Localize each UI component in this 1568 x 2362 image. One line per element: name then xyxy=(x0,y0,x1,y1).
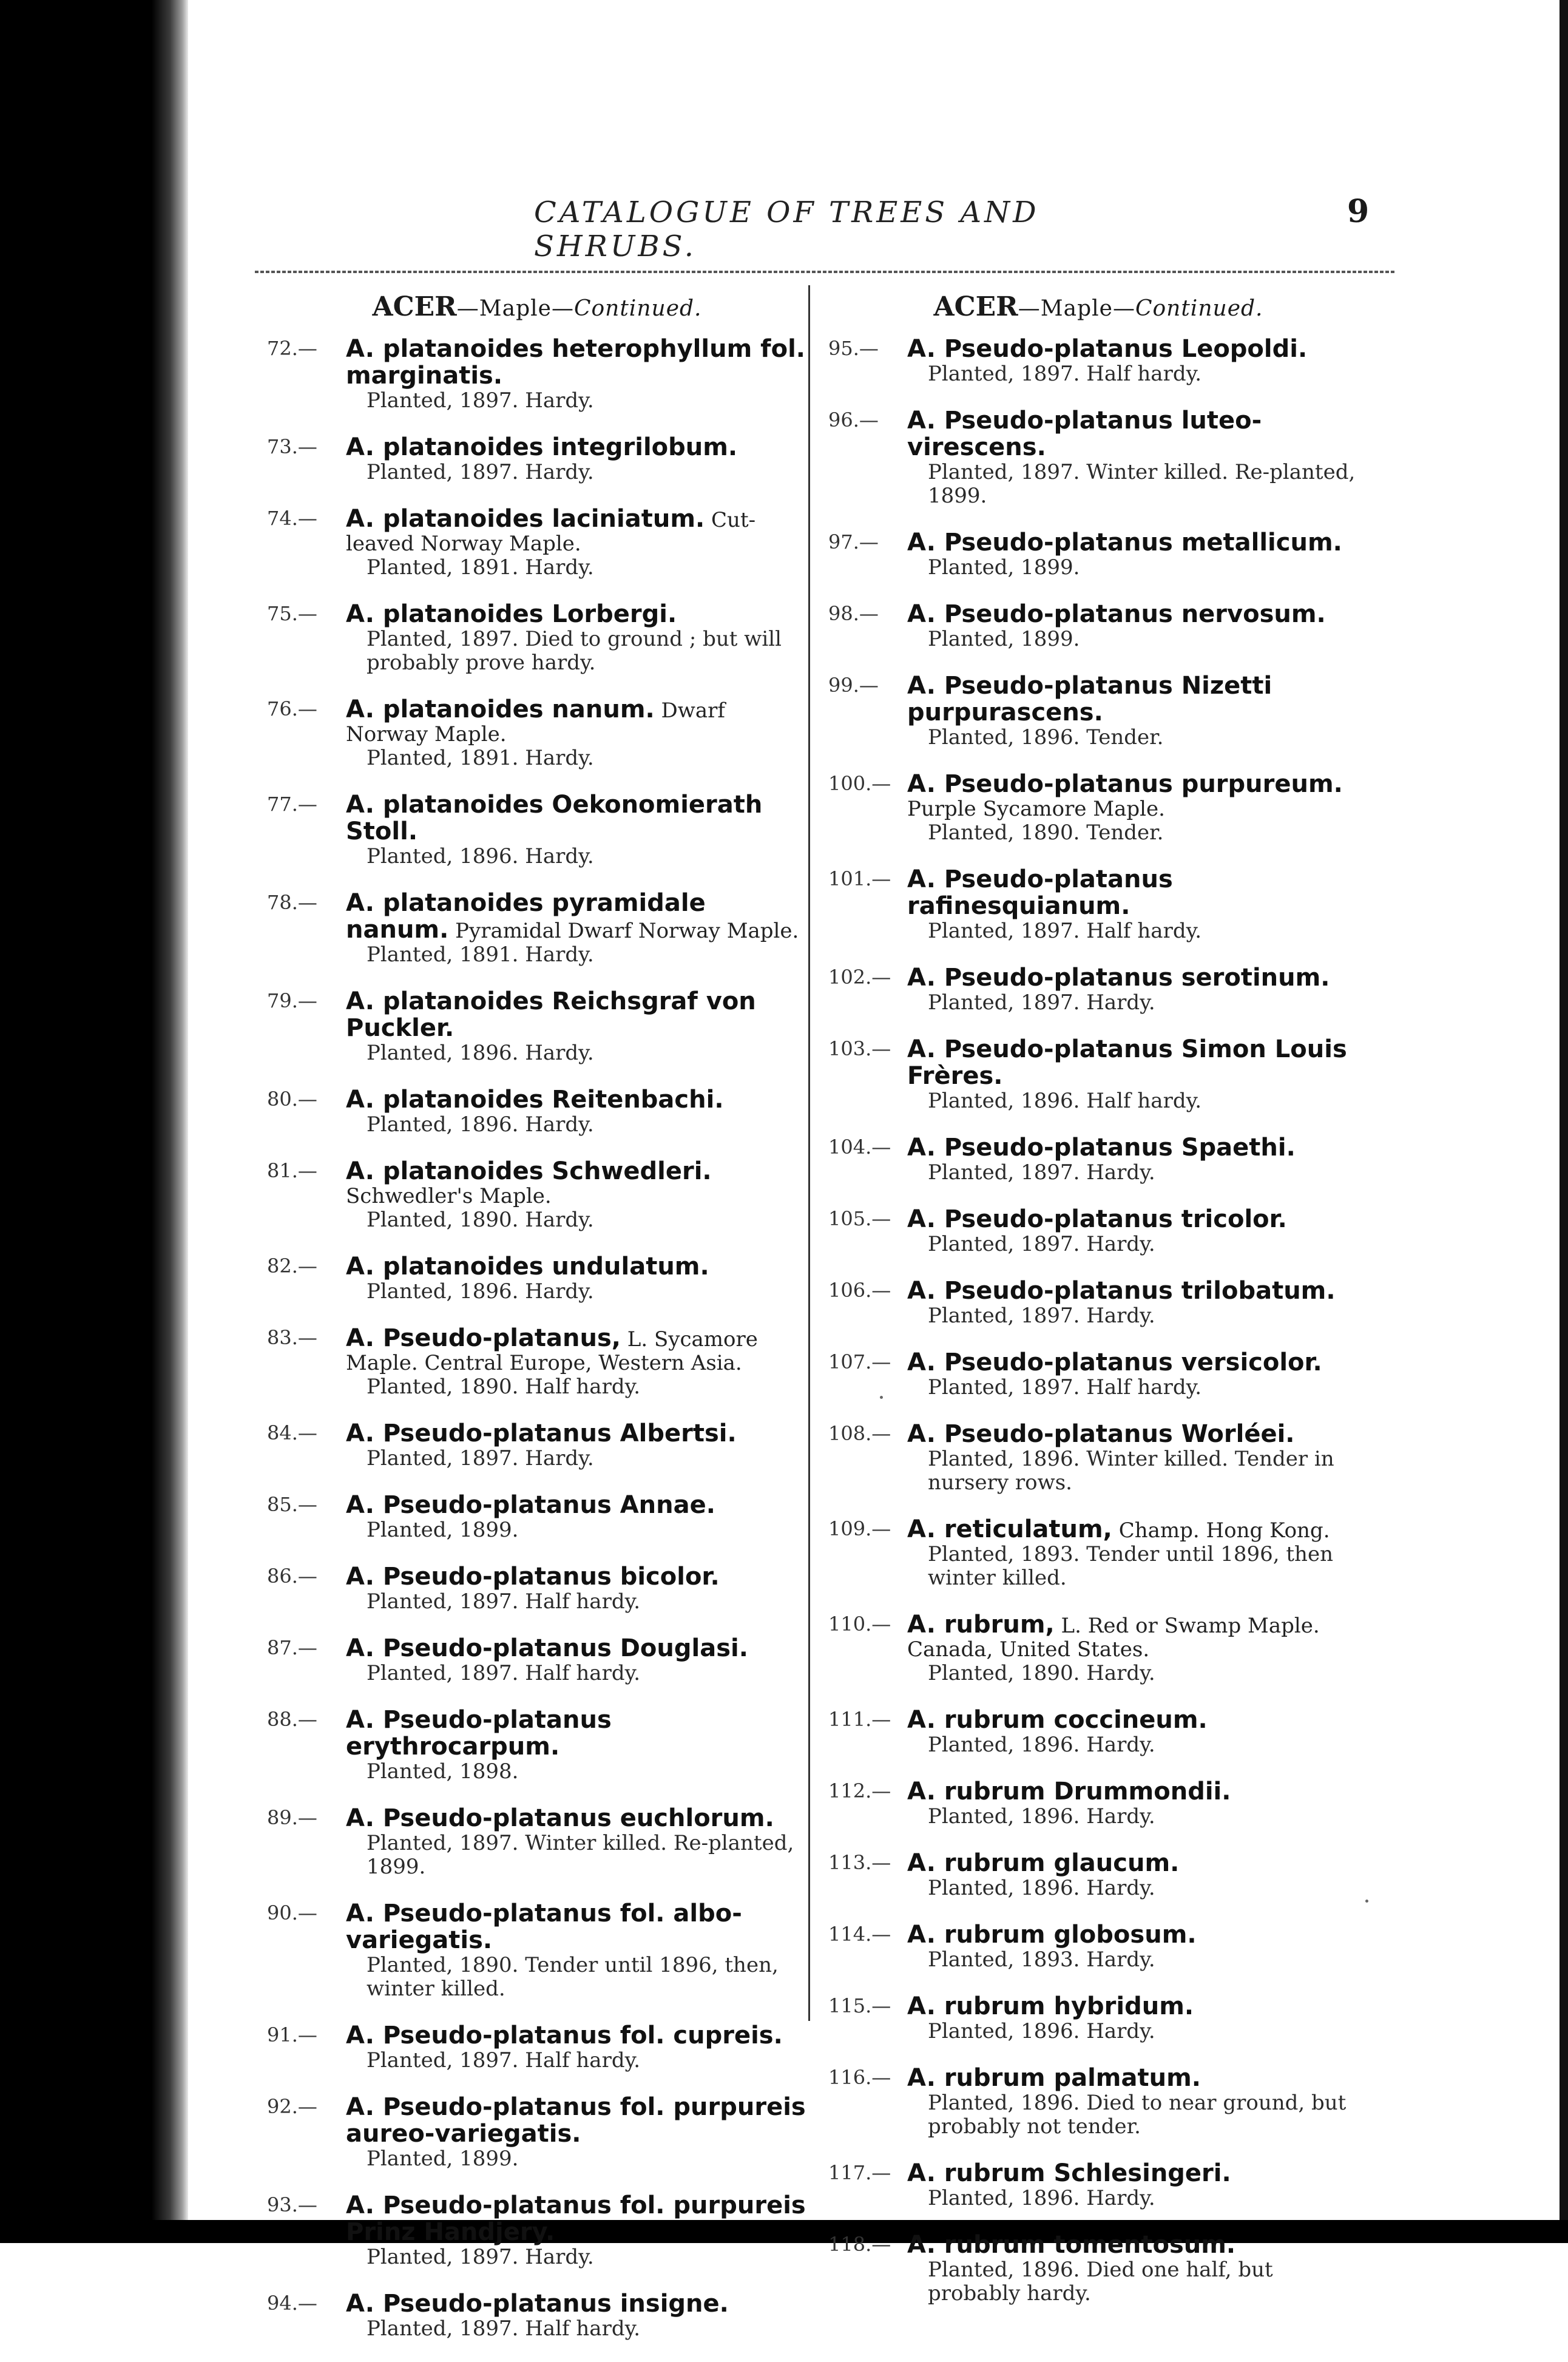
entry-heading xyxy=(346,1563,807,1590)
entry-number: 88.— xyxy=(267,1708,317,1731)
species-name: A. Pseudo-platanus fol. purpureis aureo-variegatis. xyxy=(346,2093,806,2148)
species-name: A. Pseudo-platanus tricolor. xyxy=(907,1205,1287,1233)
species-name: A. Pseudo-platanus Worléei. xyxy=(907,1420,1295,1448)
entry-heading xyxy=(346,434,807,461)
catalogue-entry xyxy=(267,336,807,413)
species-name: A. rubrum glaucum. xyxy=(907,1849,1180,1877)
planting-note: Planted, 1899. xyxy=(367,1518,519,1542)
planting-note: Planted, 1896. Hardy. xyxy=(367,1041,594,1065)
genus-name: ACER xyxy=(372,291,457,322)
planting-note: Planted, 1897. Winter killed. Re-planted, 1899. xyxy=(928,460,1356,508)
planting-note: Planted, 1899. xyxy=(367,2147,519,2171)
planting-note: Planted, 1897. Half hardy. xyxy=(367,2316,641,2341)
species-name: A. Pseudo-platanus Albertsi. xyxy=(346,1420,737,1447)
catalogue-entry xyxy=(267,1563,807,1614)
catalogue-entry xyxy=(828,1993,1368,2043)
species-name: A. platanoides Schwedleri. xyxy=(346,1157,712,1185)
planting-note: Planted, 1896. Hardy. xyxy=(928,2186,1155,2210)
running-title: CATALOGUE OF TREES AND SHRUBS. xyxy=(534,195,1039,263)
species-name: A. platanoides laciniatum. xyxy=(346,505,705,533)
catalogue-entry xyxy=(267,434,807,484)
entry-number: 98.— xyxy=(828,602,879,625)
entry-number: 79.— xyxy=(267,989,317,1012)
species-name: A. Pseudo-platanus insigne. xyxy=(346,2290,729,2318)
entry-heading xyxy=(346,1420,807,1447)
entry-number: 81.— xyxy=(267,1159,317,1182)
species-name: A. Pseudo-platanus nervosum. xyxy=(907,600,1326,628)
planting-note: Planted, 1896. Died one half, but probably hardy. xyxy=(928,2258,1273,2306)
entry-number: 99.— xyxy=(828,674,879,697)
catalogue-entry xyxy=(828,529,1368,580)
species-name: A. rubrum hybridum. xyxy=(907,1992,1194,2020)
planting-note: Planted, 1898. xyxy=(367,1759,519,1784)
species-name: A. reticulatum, xyxy=(907,1515,1112,1543)
entry-heading xyxy=(346,1086,807,1113)
species-name: A. rubrum palmatum. xyxy=(907,2064,1201,2092)
entry-number: 73.— xyxy=(267,435,317,458)
entry-heading xyxy=(907,2160,1368,2187)
species-name: A. Pseudo-platanus Leopoldi. xyxy=(907,335,1308,363)
species-name: A. platanoides integrilobum. xyxy=(346,433,738,461)
species-name: A. Pseudo-platanus serotinum. xyxy=(907,964,1330,992)
catalogue-entry xyxy=(267,1707,807,1784)
entry-heading xyxy=(346,336,807,389)
catalogue-entry xyxy=(267,1086,807,1137)
species-name: A. Pseudo-platanus luteo-virescens. xyxy=(907,407,1262,461)
entry-number: 94.— xyxy=(267,2292,317,2315)
species-name: A. platanoides heterophyllum fol. marginatis. xyxy=(346,335,805,390)
species-name: A. Pseudo-platanus Douglasi. xyxy=(346,1634,748,1662)
catalogue-entry xyxy=(267,1253,807,1304)
catalogue-entry xyxy=(828,672,1368,750)
species-name: A. Pseudo-platanus metallicum. xyxy=(907,529,1342,557)
entry-heading xyxy=(907,1134,1368,1161)
entry-number: 111.— xyxy=(828,1708,891,1731)
entry-number: 74.— xyxy=(267,507,317,530)
catalogue-entry xyxy=(267,1492,807,1542)
species-name: A. rubrum tomentosum. xyxy=(907,2231,1236,2259)
entry-heading xyxy=(907,2232,1368,2258)
entry-heading xyxy=(346,506,807,556)
entry-heading xyxy=(907,1993,1368,2020)
entry-number: 100.— xyxy=(828,772,891,795)
species-name: A. platanoides nanum. xyxy=(346,695,655,723)
right-column xyxy=(828,291,1368,2327)
planting-note: Planted, 1891. Hardy. xyxy=(367,555,594,580)
entry-number: 103.— xyxy=(828,1037,891,1060)
entry-number: 102.— xyxy=(828,966,891,989)
planting-note: Planted, 1897. Half hardy. xyxy=(928,362,1202,386)
entry-heading xyxy=(907,1611,1368,1662)
header-rule xyxy=(255,271,1396,273)
catalogue-entry xyxy=(828,2065,1368,2139)
species-name: A. platanoides Reitenbachi. xyxy=(346,1086,724,1114)
ink-speck xyxy=(1365,1900,1368,1903)
entry-heading xyxy=(346,1805,807,1832)
species-name: A. Pseudo-platanus bicolor. xyxy=(346,1563,720,1591)
planting-note: Planted, 1890. Half hardy. xyxy=(367,1375,641,1399)
planting-note: Planted, 1897. Half hardy. xyxy=(928,1375,1202,1399)
catalogue-entry xyxy=(828,2232,1368,2306)
entry-number: 92.— xyxy=(267,2095,317,2118)
entry-heading xyxy=(907,1921,1368,1948)
entry-heading xyxy=(907,1707,1368,1733)
species-description: Pyramidal Dwarf Norway Maple. xyxy=(455,919,799,943)
entry-number: 82.— xyxy=(267,1254,317,1277)
species-name: A. platanoides Reichsgraf von Puckler. xyxy=(346,987,756,1042)
catalogue-entry xyxy=(267,791,807,868)
catalogue-entry xyxy=(828,1036,1368,1113)
entry-heading xyxy=(907,336,1368,362)
catalogue-entry xyxy=(828,1349,1368,1399)
planting-note: Planted, 1897. Hardy. xyxy=(367,2245,594,2269)
planting-note: Planted, 1890. Tender. xyxy=(928,821,1164,845)
planting-note: Planted, 1897. Winter killed. Re-planted, 1899. xyxy=(367,1831,794,1879)
planting-note: Planted, 1897. Hardy. xyxy=(367,1446,594,1470)
entry-number: 76.— xyxy=(267,697,317,720)
entry-heading xyxy=(346,1635,807,1662)
planting-note: Planted, 1897. Hardy. xyxy=(928,1232,1155,1256)
entry-heading xyxy=(346,2290,807,2317)
species-name: A. Pseudo-platanus Simon Louis Frères. xyxy=(907,1035,1347,1090)
column-heading xyxy=(828,291,1368,322)
planting-note: Planted, 1896. Hardy. xyxy=(367,1279,594,1304)
entry-heading xyxy=(346,890,807,943)
catalogue-entry xyxy=(828,1707,1368,1757)
entry-number: 91.— xyxy=(267,2023,317,2046)
entry-number: 95.— xyxy=(828,337,879,360)
entry-number: 105.— xyxy=(828,1207,891,1230)
planting-note: Planted, 1896. Hardy. xyxy=(928,1804,1155,1829)
catalogue-entry xyxy=(828,336,1368,386)
ink-speck xyxy=(880,1396,883,1399)
entry-number: 84.— xyxy=(267,1421,317,1444)
scan-border-left xyxy=(0,0,188,2243)
entry-number: 107.— xyxy=(828,1350,891,1373)
planting-note: Planted, 1897. Hardy. xyxy=(928,1160,1155,1185)
entry-heading xyxy=(346,696,807,746)
planting-note: Planted, 1896. Died to near ground, but probably not tender. xyxy=(928,2091,1347,2139)
entry-heading xyxy=(346,1253,807,1280)
catalogue-entry xyxy=(267,1635,807,1685)
entry-heading xyxy=(346,2094,807,2147)
species-name: A. Pseudo-platanus Spaethi. xyxy=(907,1134,1296,1162)
page-number: 9 xyxy=(1347,193,1370,230)
species-name: A. Pseudo-platanus fol. purpureis Prinz Handjery. xyxy=(346,2191,806,2246)
species-name: A. Pseudo-platanus fol. cupreis. xyxy=(346,2022,783,2049)
planting-note: Planted, 1897. Hardy. xyxy=(367,388,594,413)
scan-border-right xyxy=(1560,0,1568,2243)
catalogue-entry xyxy=(828,1421,1368,1495)
species-name: A. Pseudo-platanus erythrocarpum. xyxy=(346,1706,612,1761)
species-description: L. Sycamore Maple. Central Europe, Western Asia. xyxy=(346,1327,758,1375)
catalogue-entry xyxy=(828,866,1368,943)
entry-heading xyxy=(907,1036,1368,1089)
species-name: A. platanoides pyramidale nanum. xyxy=(346,889,706,944)
planting-note: Planted, 1896. Hardy. xyxy=(367,844,594,868)
genus-name: ACER xyxy=(933,291,1018,322)
species-name: A. platanoides Oekonomierath Stoll. xyxy=(346,791,763,845)
entry-number: 116.— xyxy=(828,2066,891,2089)
catalogue-entry xyxy=(267,2022,807,2073)
species-description: L. Red or Swamp Maple. Canada, United States. xyxy=(907,1614,1320,1662)
entry-heading xyxy=(907,866,1368,919)
catalogue-entry xyxy=(267,988,807,1065)
entry-heading xyxy=(907,1277,1368,1304)
planting-note: Planted, 1897. Half hardy. xyxy=(928,919,1202,943)
entry-number: 96.— xyxy=(828,408,879,431)
catalogue-entry xyxy=(267,1158,807,1232)
catalogue-entry xyxy=(267,601,807,675)
entry-number: 104.— xyxy=(828,1135,891,1159)
entry-heading xyxy=(907,407,1368,461)
entry-number: 109.— xyxy=(828,1517,891,1540)
entry-number: 87.— xyxy=(267,1636,317,1659)
entry-heading xyxy=(346,2022,807,2049)
entry-heading xyxy=(346,791,807,845)
planting-note: Planted, 1896. Hardy. xyxy=(367,1112,594,1137)
entry-heading xyxy=(907,601,1368,628)
planting-note: Planted, 1897. Hardy. xyxy=(928,1304,1155,1328)
catalogue-entry xyxy=(267,2094,807,2171)
catalogue-entry xyxy=(828,1921,1368,1972)
entry-number: 83.— xyxy=(267,1326,317,1349)
species-description: Schwedler's Maple. xyxy=(346,1184,552,1208)
entry-number: 110.— xyxy=(828,1612,891,1636)
catalogue-entry xyxy=(828,1611,1368,1685)
planting-note: Planted, 1896. Half hardy. xyxy=(928,1089,1202,1113)
catalogue-entry xyxy=(828,1277,1368,1328)
planting-note: Planted, 1896. Winter killed. Tender in nursery rows. xyxy=(928,1447,1334,1495)
entry-number: 101.— xyxy=(828,867,891,890)
planting-note: Planted, 1897. Hardy. xyxy=(367,460,594,484)
species-name: A. rubrum, xyxy=(907,1611,1055,1639)
entry-number: 114.— xyxy=(828,1923,891,1946)
species-description: Cut-leaved Norway Maple. xyxy=(346,508,756,556)
entry-heading xyxy=(346,988,807,1041)
species-description: Dwarf Norway Maple. xyxy=(346,699,726,746)
entry-heading xyxy=(346,1325,807,1375)
entry-heading xyxy=(907,1516,1368,1543)
species-name: A. Pseudo-platanus fol. albo-variegatis. xyxy=(346,1900,742,1954)
catalogue-entry xyxy=(828,407,1368,508)
entry-number: 118.— xyxy=(828,2233,891,2256)
species-name: A. rubrum Schlesingeri. xyxy=(907,2159,1231,2187)
column-divider xyxy=(808,285,810,2021)
entry-number: 77.— xyxy=(267,793,317,816)
planting-note: Planted, 1890. Hardy. xyxy=(367,1208,594,1232)
entry-number: 93.— xyxy=(267,2193,317,2216)
catalogue-entry xyxy=(267,2290,807,2341)
entry-number: 113.— xyxy=(828,1851,891,1874)
entry-number: 78.— xyxy=(267,891,317,914)
entry-number: 117.— xyxy=(828,2161,891,2184)
species-description: Purple Sycamore Maple. xyxy=(907,797,1165,821)
entry-heading xyxy=(346,2192,807,2245)
planting-note: Planted, 1891. Hardy. xyxy=(367,942,594,967)
planting-note: Planted, 1899. xyxy=(928,627,1080,651)
entry-heading xyxy=(907,1206,1368,1233)
entry-heading xyxy=(907,1778,1368,1805)
entry-heading xyxy=(346,1492,807,1518)
catalogue-entry xyxy=(828,771,1368,845)
entry-heading xyxy=(907,2065,1368,2091)
entry-number: 75.— xyxy=(267,602,317,625)
catalogue-entry xyxy=(267,506,807,580)
entry-heading xyxy=(346,1158,807,1208)
species-name: A. platanoides undulatum. xyxy=(346,1253,709,1281)
planting-note: Planted, 1897. Half hardy. xyxy=(367,2048,641,2073)
continued-label: Continued. xyxy=(573,296,702,321)
planting-note: Planted, 1891. Hardy. xyxy=(367,746,594,770)
entry-heading xyxy=(907,529,1368,556)
entry-number: 90.— xyxy=(267,1901,317,1924)
planting-note: Planted, 1893. Hardy. xyxy=(928,1947,1155,1972)
species-name: A. Pseudo-platanus purpureum. xyxy=(907,770,1343,798)
planting-note: Planted, 1890. Hardy. xyxy=(928,1661,1155,1685)
entry-heading xyxy=(907,1349,1368,1376)
catalogue-entry xyxy=(828,1778,1368,1829)
planting-note: Planted, 1896. Tender. xyxy=(928,725,1164,750)
entry-number: 85.— xyxy=(267,1493,317,1516)
entry-number: 80.— xyxy=(267,1088,317,1111)
species-name: A. platanoides Lorbergi. xyxy=(346,600,677,628)
entry-heading xyxy=(346,1707,807,1760)
catalogue-entry xyxy=(828,964,1368,1015)
entry-heading xyxy=(907,1421,1368,1447)
entry-number: 72.— xyxy=(267,337,317,360)
catalogue-entry xyxy=(267,1325,807,1399)
entry-heading xyxy=(907,964,1368,991)
catalogue-entry xyxy=(828,1516,1368,1590)
planting-note: Planted, 1899. xyxy=(928,555,1080,580)
left-column xyxy=(267,291,807,2362)
species-name: A. Pseudo-platanus trilobatum. xyxy=(907,1277,1336,1305)
entry-number: 86.— xyxy=(267,1565,317,1588)
catalogue-entry xyxy=(828,601,1368,651)
entry-number: 115.— xyxy=(828,1994,891,2017)
planting-note: Planted, 1897. Half hardy. xyxy=(367,1661,641,1685)
species-name: A. rubrum globosum. xyxy=(907,1921,1197,1949)
species-description: Champ. Hong Kong. xyxy=(1118,1518,1330,1543)
catalogue-entry xyxy=(267,2192,807,2269)
catalogue-entry xyxy=(267,1420,807,1470)
entry-number: 112.— xyxy=(828,1779,891,1802)
common-name: —Maple— xyxy=(1018,296,1135,321)
species-name: A. rubrum Drummondii. xyxy=(907,1778,1231,1805)
planting-note: Planted, 1890. Tender until 1896, then, winter killed. xyxy=(367,1953,779,2001)
entry-heading xyxy=(907,672,1368,726)
catalogue-entry xyxy=(828,1134,1368,1185)
species-name: A. Pseudo-platanus euchlorum. xyxy=(346,1804,774,1832)
entry-number: 106.— xyxy=(828,1279,891,1302)
entry-number: 108.— xyxy=(828,1422,891,1445)
planting-note: Planted, 1893. Tender until 1896, then winter killed. xyxy=(928,1542,1333,1590)
planting-note: Planted, 1896. Hardy. xyxy=(928,1876,1155,1900)
catalogue-entry xyxy=(828,1850,1368,1900)
catalogue-entry xyxy=(267,696,807,770)
catalogue-entry xyxy=(267,1900,807,2001)
planting-note: Planted, 1897. Died to ground ; but will probably prove hardy. xyxy=(367,627,782,675)
planting-note: Planted, 1896. Hardy. xyxy=(928,2019,1155,2043)
column-heading xyxy=(267,291,807,322)
entry-heading xyxy=(907,1850,1368,1876)
species-name: A. rubrum coccineum. xyxy=(907,1706,1208,1734)
catalogue-entry xyxy=(828,1206,1368,1256)
entry-heading xyxy=(907,771,1368,821)
catalogue-entry xyxy=(828,2160,1368,2210)
species-name: A. Pseudo-platanus versicolor. xyxy=(907,1349,1322,1376)
catalogue-entry xyxy=(267,890,807,967)
planting-note: Planted, 1897. Half hardy. xyxy=(367,1589,641,1614)
entry-heading xyxy=(346,1900,807,1954)
common-name: —Maple— xyxy=(456,296,574,321)
entry-number: 97.— xyxy=(828,530,879,553)
species-name: A. Pseudo-platanus, xyxy=(346,1324,621,1352)
species-name: A. Pseudo-platanus Annae. xyxy=(346,1491,715,1519)
species-name: A. Pseudo-platanus rafinesquianum. xyxy=(907,865,1173,920)
catalogue-entry xyxy=(267,1805,807,1879)
planting-note: Planted, 1897. Hardy. xyxy=(928,990,1155,1015)
continued-label: Continued. xyxy=(1135,296,1263,321)
entry-number: 89.— xyxy=(267,1806,317,1829)
planting-note: Planted, 1896. Hardy. xyxy=(928,1733,1155,1757)
entry-heading xyxy=(346,601,807,628)
species-name: A. Pseudo-platanus Nizetti purpurascens. xyxy=(907,672,1272,726)
